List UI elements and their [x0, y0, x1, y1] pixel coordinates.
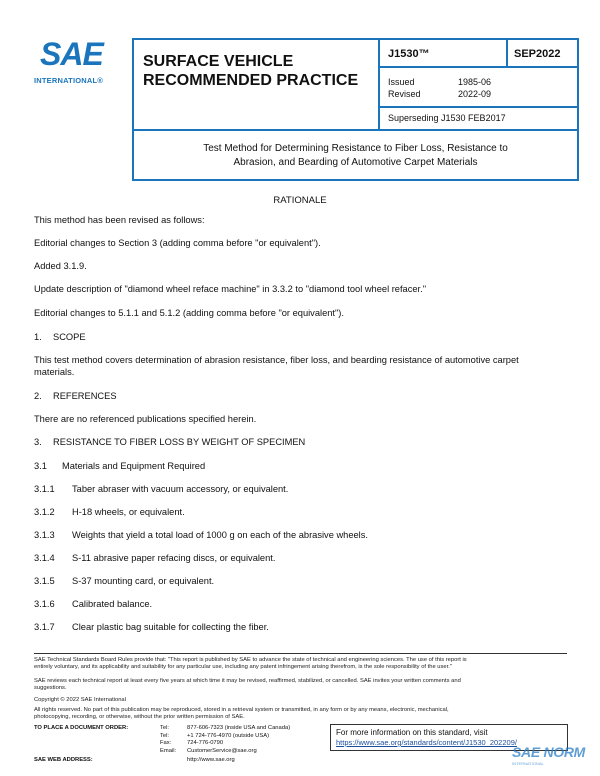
revised-label: Revised — [388, 89, 421, 99]
item-number: 3.1.1 — [34, 484, 55, 494]
section-title: REFERENCES — [53, 391, 117, 401]
doc-number: J1530™ — [388, 48, 430, 60]
watermark-logo: SAE NORM — [512, 744, 586, 760]
tsb-line1: SAE Technical Standards Board Rules provide that: "This report is published by SAE to advance the state of technical and engineering sciences. The use of this report is — [34, 657, 467, 663]
superseding: Superseding J1530 FEB2017 — [388, 113, 506, 123]
section-title: Materials and Equipment Required — [62, 461, 206, 471]
order-label: TO PLACE A DOCUMENT ORDER: — [34, 725, 129, 731]
item-number: 3.1.7 — [34, 622, 55, 632]
tel1-key: Tel: — [160, 725, 170, 731]
document-header — [132, 38, 579, 181]
rights-line2: photocopying, recording, or otherwise, without the prior written permission of SAE. — [34, 714, 245, 721]
review-line2: suggestions. — [34, 685, 67, 692]
section-number: 1. — [34, 332, 42, 342]
email-key: Email: — [160, 747, 177, 754]
tel1-value: 877-606-7323 (inside USA and Canada) — [187, 725, 291, 731]
rationale-line: Update description of "diamond wheel reface machine" in 3.3.2 to "diamond tool wheel refacer." — [34, 284, 427, 294]
more-info-link[interactable]: https://www.sae.org/standards/content/J1530_202209/ — [336, 738, 517, 747]
scope-line2: materials. — [34, 367, 75, 377]
tsb-rules-text — [34, 657, 567, 671]
rationale-line: Editorial changes to Section 3 (adding comma before "or equivalent"). — [34, 238, 321, 248]
item-text: S-11 abrasive paper refacing discs, or equivalent. — [72, 553, 276, 563]
item-text: Calibrated balance. — [72, 599, 153, 609]
item-text: H-18 wheels, or equivalent. — [72, 507, 185, 517]
rationale-line: Added 3.1.9. — [34, 261, 87, 271]
item-text: S-37 mounting card, or equivalent. — [72, 576, 215, 586]
footer-divider — [34, 653, 567, 654]
category-line1: SURFACE VEHICLE — [143, 53, 294, 70]
tel2-key: Tel: — [160, 732, 170, 739]
title-line2: Abrasion, and Bearding of Automotive Carpet Materials — [233, 157, 478, 168]
item-number: 3.1.5 — [34, 576, 55, 586]
category-line2: RECOMMENDED PRACTICE — [143, 72, 359, 89]
item-number: 3.1.2 — [34, 507, 55, 517]
document-title — [134, 133, 577, 179]
issue-dates — [380, 70, 577, 108]
item-text: Taber abraser with vacuum accessory, or equivalent. — [72, 484, 289, 494]
web-label: SAE WEB ADDRESS: — [34, 757, 93, 763]
scope-text — [34, 354, 567, 378]
logo-letters: SAE — [40, 36, 103, 72]
item-number: 3.1.3 — [34, 530, 55, 540]
revised-value: 2022-09 — [458, 89, 492, 99]
logo-subtitle: INTERNATIONAL® — [34, 76, 104, 85]
web-value[interactable]: http://www.sae.org — [187, 757, 235, 763]
tel2-value: +1 724-776-4970 (outside USA) — [187, 732, 270, 739]
rights-line1: All rights reserved. No part of this publication may be reproduced, stored in a retrieval system or transmitted, in any form or by any means, electronic, mechanical, — [34, 707, 449, 713]
doc-date: SEP2022 — [506, 40, 577, 68]
references-text: There are no referenced publications specified herein. — [34, 414, 257, 424]
rights-text — [34, 707, 567, 721]
section-number: 3.1 — [34, 461, 47, 471]
rationale-line: Editorial changes to 5.1.1 and 5.1.2 (adding comma before "or equivalent"). — [34, 308, 344, 318]
item-number: 3.1.6 — [34, 599, 55, 609]
section-title: RESISTANCE TO FIBER LOSS BY WEIGHT OF SPECIMEN — [53, 437, 306, 447]
item-number: 3.1.4 — [34, 553, 55, 563]
more-info-title: For more information on this standard, visit — [336, 728, 488, 737]
sae-logo — [34, 36, 124, 96]
review-line1: SAE reviews each technical report at least every five years at which time it may be revised, reaffirmed, stabilized, or cancelled. SAE invites your written comments and — [34, 678, 461, 684]
doc-number-row — [380, 40, 577, 68]
item-text: Weights that yield a total load of 1000 g on each of the abrasive wheels. — [72, 530, 368, 540]
review-text — [34, 678, 567, 692]
section-number: 3. — [34, 437, 42, 447]
tsb-line2: entirely voluntary, and its applicability and suitability for any particular use, including any patent infringement arising therefrom, is the sole responsibility of the user." — [34, 664, 452, 671]
scope-line1: This test method covers determination of abrasion resistance, fiber loss, and bearding resistance of automotive carpet — [34, 355, 519, 365]
section-title: SCOPE — [53, 332, 86, 342]
section-number: 2. — [34, 391, 42, 401]
meta-cell — [380, 40, 577, 131]
fax-value: 724-776-0790 — [187, 740, 224, 746]
issued-value: 1985-06 — [458, 77, 492, 87]
category-cell — [134, 40, 380, 131]
issued-label: Issued — [388, 77, 415, 87]
email-value[interactable]: CustomerService@sae.org — [187, 747, 257, 754]
watermark-sub: INTERNATIONAL — [512, 761, 544, 766]
fax-key: Fax: — [160, 740, 172, 746]
rationale-heading: RATIONALE — [273, 195, 327, 206]
item-text: Clear plastic bag suitable for collecting the fiber. — [72, 622, 269, 632]
title-line1: Test Method for Determining Resistance to Fiber Loss, Resistance to — [203, 143, 508, 154]
document-category — [143, 52, 358, 90]
rationale-line: This method has been revised as follows: — [34, 215, 205, 225]
copyright: Copyright © 2022 SAE International — [34, 697, 126, 703]
